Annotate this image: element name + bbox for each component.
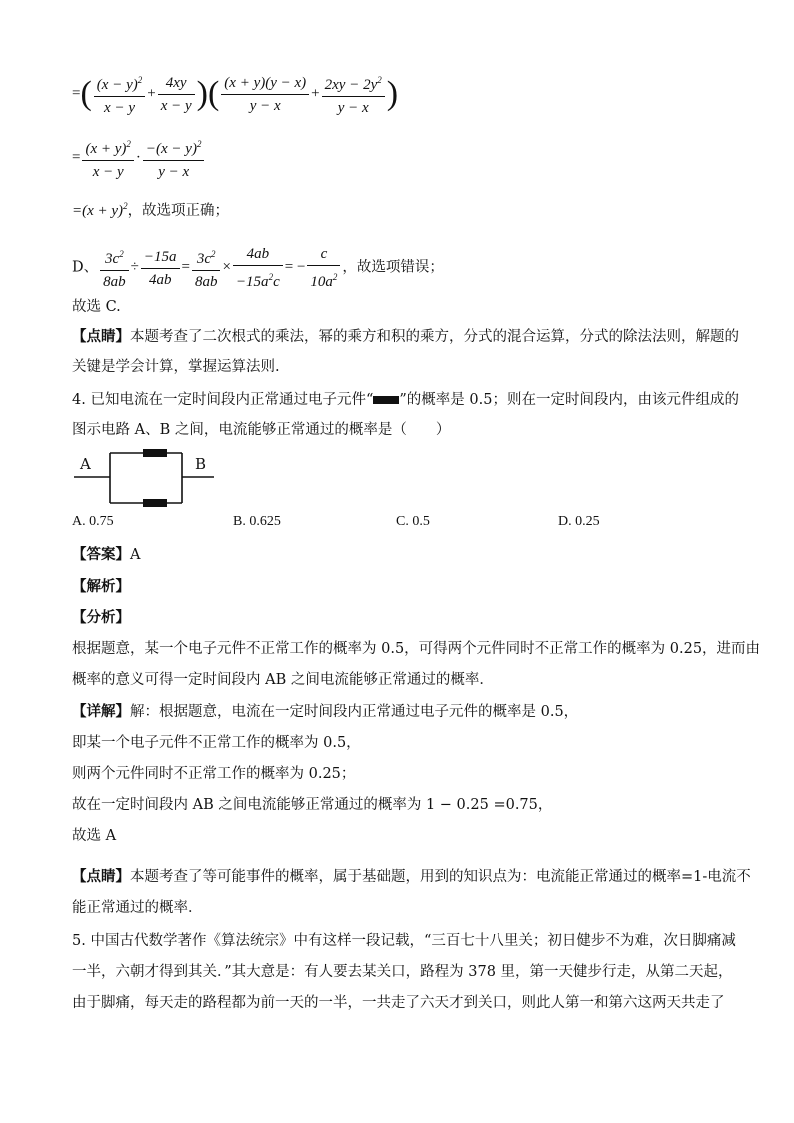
- fenxi: 【分析】: [72, 609, 130, 626]
- xiangjie-line-3: 则两个元件同时不正常工作的概率为 0.25；: [72, 766, 356, 782]
- equation-line-3: $=(x + y)^2$，故选项正确；: [72, 201, 230, 219]
- fraction: $\frac{3c^2}{8ab}$: [100, 244, 129, 292]
- fraction: $\frac{-15a}{4ab}$: [141, 247, 180, 290]
- option-a: A. 0.75: [72, 514, 114, 529]
- fraction: $\frac{(x + y)(y - x)}{y - x}$: [221, 73, 309, 116]
- resistor-icon: [373, 396, 399, 404]
- xiangjie-line-5: 故选 A: [72, 828, 117, 844]
- question-4-line-1: 4. 已知电流在一定时间段内正常通过电子元件“ ”的概率是 0.5；则在一定时间段内，由该元件组成的: [72, 392, 739, 408]
- label-a: A: [80, 455, 91, 473]
- question-5-line-3: 由于脚痛，每天走的路程都为前一天的一半，一共走了六天才到关口，则此人第一和第六这两天共走了: [72, 995, 725, 1011]
- fraction: $\frac{(x - y)^2}{x - y}$: [94, 70, 145, 118]
- equation-line-d: D、 $\frac{3c^2}{8ab}$ ÷ $\frac{-15a}{4ab}$ = $\frac{3c^2}{8ab}$ × $\frac{4ab}{-15a^2c}$ = − $\frac{c}{10a^2}$ ，故选项错误；: [72, 246, 444, 290]
- fenxi-line-1: 根据题意，某一个电子元件不正常工作的概率为 0.5，可得两个元件同时不正常工作的概率为 0.25，进而由: [72, 641, 761, 657]
- option-d: D. 0.25: [558, 514, 600, 529]
- dianjing-2b: 能正常通过的概率．: [72, 900, 203, 916]
- question-5-line-2: 一半，六朝才得到其关．”其大意是：有人要去某关口，路程为 378 里，第一天健步行走，从第二天起，: [72, 964, 733, 980]
- choose-c: 故选 C.: [72, 299, 121, 315]
- fenxi-line-2: 概率的意义可得一定时间段内 AB 之间电流能够正常通过的概率．: [72, 672, 494, 688]
- xiangjie-line-4: 故在一定时间段内 AB 之间电流能够正常通过的概率为 1 − 0.25 =0.75，: [72, 797, 553, 813]
- resistor-bottom: [143, 499, 167, 507]
- fraction: $\frac{3c^2}{8ab}$: [192, 244, 221, 292]
- dianjing-2a: 【点睛】本题考查了等可能事件的概率，属于基础题，用到的知识点为：电流能正常通过的概率=1-电流不: [72, 868, 751, 885]
- label-b: B: [195, 455, 207, 473]
- resistor-top: [143, 449, 167, 457]
- fraction: $\frac{(x + y)^2}{x - y}$: [82, 134, 133, 182]
- fraction: $\frac{2xy - 2y^2}{y - x}$: [322, 70, 385, 118]
- dianjing-1b: 关键是学会计算，掌握运算法则.: [72, 359, 280, 375]
- equation-line-1: =( $\frac{(x - y)^2}{x - y}$ + $\frac{4xy}{x - y}$ )( $\frac{(x + y)(y - x)}{y - x}$ + $\frac{2xy - 2y^2}{y - x}$ ): [72, 70, 398, 118]
- xiangjie-line-1: 【详解】解：根据题意，电流在一定时间段内正常通过电子元件的概率是 0.5，: [72, 703, 579, 720]
- question-4-line-2: 图示电路 A、B 之间，电流能够正常通过的概率是（ ）: [72, 422, 451, 438]
- jiexi: 【解析】: [72, 578, 130, 595]
- fraction: $\frac{-(x - y)^2}{y - x}$: [143, 134, 205, 182]
- fraction: $\frac{4xy}{x - y}$: [158, 73, 195, 116]
- fraction: $\frac{c}{10a^2}$: [307, 244, 340, 292]
- question-5-line-1: 5. 中国古代数学著作《算法统宗》中有这样一段记载，“三百七十八里关；初日健步不为难，次日脚痛减: [72, 933, 736, 949]
- option-b: B. 0.625: [233, 514, 281, 529]
- option-c: C. 0.5: [396, 514, 430, 529]
- fraction: $\frac{4ab}{-15a^2c}$: [233, 244, 283, 292]
- xiangjie-line-2: 即某一个电子元件不正常工作的概率为 0.5，: [72, 735, 361, 751]
- equation-line-2: = $\frac{(x + y)^2}{x - y}$ · $\frac{-(x - y)^2}{y - x}$: [72, 134, 206, 182]
- dianjing-1: 【点睛】本题考查了二次根式的乘法，幂的乘方和积的乘方，分式的混合运算，分式的除法法则，解题的: [72, 328, 739, 345]
- answer: 【答案】A: [72, 546, 141, 563]
